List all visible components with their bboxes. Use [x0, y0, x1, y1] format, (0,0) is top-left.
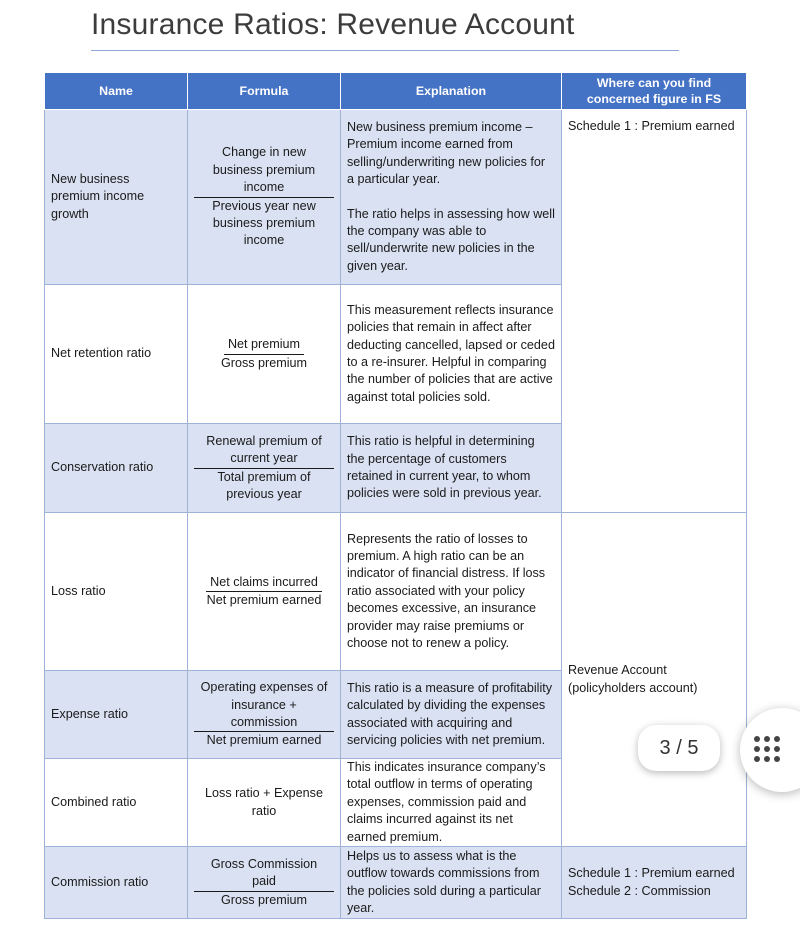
row-formula: Loss ratio + Expense ratio	[188, 759, 341, 847]
header-name: Name	[45, 73, 188, 110]
where-revenue-account: Revenue Account (policyholders account)	[562, 513, 747, 847]
formula-denominator: Total premium of previous year	[217, 469, 311, 501]
formula-denominator: Previous year new business premium income	[212, 198, 316, 248]
row-formula	[188, 285, 341, 424]
where-schedule-premium: Schedule 1 : Premium earned	[562, 110, 747, 513]
formula-numerator: Net claims incurred	[206, 574, 322, 592]
formula-denominator: Gross premium	[220, 355, 308, 370]
explanation-part: The ratio helps in assessing how well the company was able to sell/underwrite new policies in the given year.	[347, 206, 555, 273]
row-name: Commission ratio	[45, 847, 188, 919]
header-formula: Formula	[188, 73, 341, 110]
formula-numerator: Net premium	[224, 336, 304, 354]
row-name: New business premium income growth	[45, 110, 188, 285]
formula-numerator: Operating expenses of insurance + commission	[194, 679, 334, 732]
formula-numerator: Renewal premium of current year	[194, 433, 334, 469]
row-name: Expense ratio	[45, 671, 188, 759]
where-commission	[562, 847, 747, 919]
row-formula	[188, 847, 341, 919]
row-explanation: This ratio is a measure of profitability calculated by dividing the expenses associated with acquiring and servicing policies with net premium.	[341, 671, 562, 759]
row-name: Net retention ratio	[45, 285, 188, 424]
where-line: Schedule 1 : Premium earned	[568, 866, 735, 881]
formula-numerator: Gross Commission paid	[194, 856, 334, 892]
where-line: Schedule 2 : Commission	[568, 883, 711, 898]
row-explanation: This ratio is helpful in determining the percentage of customers retained in current year, to whom policies were sold in previous year.	[341, 424, 562, 513]
table-row	[45, 110, 747, 285]
row-formula	[188, 424, 341, 513]
formula-denominator: Gross premium	[220, 892, 308, 907]
table-row	[45, 513, 747, 671]
row-explanation: This indicates insurance company’s total outflow in terms of operating expenses, commission paid and claims incurred against its net earned premium.	[341, 759, 562, 847]
row-name: Conservation ratio	[45, 424, 188, 513]
formula-denominator: Net premium earned	[206, 593, 322, 607]
row-explanation	[341, 110, 562, 285]
row-explanation: Represents the ratio of losses to premium. A high ratio can be an indicator of financial distress. If loss ratio associated with your policy becomes excessive, an insurance provider may raise premiums or choose not to renew a policy.	[341, 513, 562, 671]
header-explanation: Explanation	[341, 73, 562, 110]
table-header-row	[45, 73, 747, 110]
explanation-part: New business premium income – Premium income earned from selling/underwriting new policies for a particular year.	[347, 119, 546, 187]
row-explanation: Helps us to assess what is the outflow towards commissions from the policies sold during a particular year.	[341, 847, 562, 919]
formula-numerator: Change in new business premium income	[194, 144, 334, 197]
row-formula	[188, 671, 341, 759]
row-formula	[188, 110, 341, 285]
grid-dots-icon	[754, 736, 782, 764]
page-indicator[interactable]: 3 / 5	[638, 725, 720, 771]
row-explanation: This measurement reflects insurance policies that remain in affect after deducting cancelled, lapsed or ceded to a re-insurer. Helpful in comparing the number of policies that are active against total policies sold.	[341, 285, 562, 424]
menu-button[interactable]	[740, 708, 800, 792]
ratios-table	[44, 72, 747, 919]
row-formula	[188, 513, 341, 671]
page-title: Insurance Ratios: Revenue Account	[91, 8, 575, 41]
row-name: Combined ratio	[45, 759, 188, 847]
formula-denominator: Net premium earned	[206, 733, 322, 748]
row-name: Loss ratio	[45, 513, 188, 671]
header-where: Where can you find concerned figure in FS	[562, 73, 747, 110]
title-divider	[91, 50, 679, 51]
table-row	[45, 847, 747, 919]
